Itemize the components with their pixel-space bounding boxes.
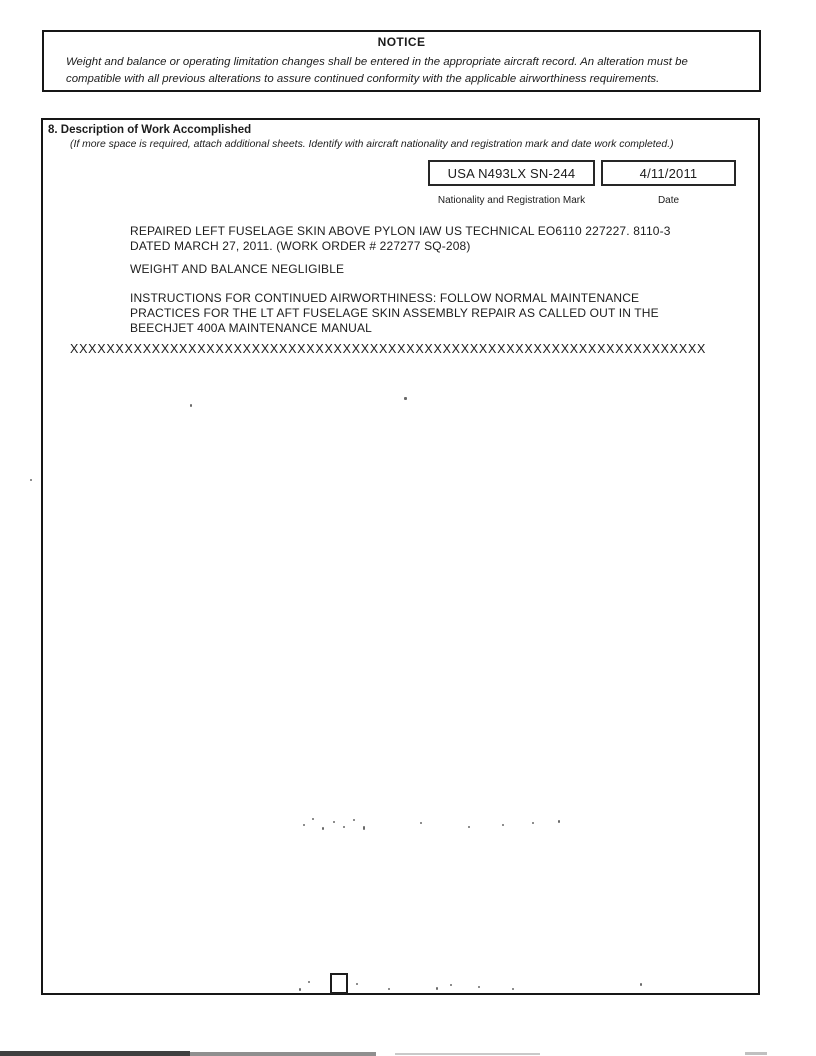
scan-speck: [532, 822, 534, 824]
notice-title: NOTICE: [377, 35, 426, 49]
work-line-icaw-3: BEECHJET 400A MAINTENANCE MANUAL: [130, 321, 372, 335]
work-description: [130, 224, 750, 336]
scan-speck: [558, 820, 560, 823]
scan-speck: [388, 988, 390, 990]
page-edge-scan-bar: [190, 1052, 376, 1056]
scan-speck: [308, 981, 310, 983]
page-edge-scan-bar: [395, 1053, 540, 1055]
scan-speck: [299, 988, 301, 991]
section-instructions: (If more space is required, attach additional sheets. Identify with aircraft nationality and registration mark and date work completed.): [70, 139, 674, 150]
date-value: 4/11/2011: [639, 165, 698, 181]
scan-speck: [353, 819, 355, 821]
work-line-repair-1: REPAIRED LEFT FUSELAGE SKIN ABOVE PYLON IAW US TECHNICAL EO6110 227227. 8110-3: [130, 224, 671, 238]
scan-speck: [420, 822, 422, 824]
scan-speck: [436, 987, 438, 990]
scan-speck: [312, 818, 314, 820]
scan-speck: [343, 826, 345, 828]
scan-speck: [322, 827, 324, 830]
scan-speck: [190, 404, 192, 407]
registration-mark-field: [428, 160, 595, 186]
scan-speck: [468, 826, 470, 828]
scan-speck: [363, 826, 365, 830]
scan-speck: [404, 397, 407, 400]
scan-speck: [333, 821, 335, 823]
notice-body-text: Weight and balance or operating limitation changes shall be entered in the appropriate aircraft record. An alteration must be compatible with all previous alterations to assure continued conformity with the applicable airworthiness requirements.: [66, 56, 688, 86]
scan-speck: [303, 824, 305, 826]
scan-speck: [478, 986, 480, 988]
work-accomplished-section-box: [41, 118, 760, 995]
registration-mark-label: Nationality and Registration Mark: [437, 195, 586, 206]
page-edge-scan-bar: [0, 1051, 190, 1056]
scan-speck: [502, 824, 504, 826]
scan-artifact-square: [330, 973, 348, 994]
work-line-weight-balance: WEIGHT AND BALANCE NEGLIGIBLE: [130, 262, 345, 276]
section-heading: 8. Description of Work Accomplished: [48, 124, 252, 136]
work-line-icaw-1: INSTRUCTIONS FOR CONTINUED AIRWORTHINESS: FOLLOW NORMAL MAINTENANCE: [130, 291, 640, 305]
scan-speck: [450, 984, 452, 986]
scan-speck: [30, 479, 32, 481]
notice-box: [42, 30, 761, 92]
work-line-icaw-2: PRACTICES FOR THE LT AFT FUSELAGE SKIN ASSEMBLY REPAIR AS CALLED OUT IN THE: [130, 306, 659, 320]
scan-speck: [512, 988, 514, 990]
date-field-label: Date: [657, 195, 680, 206]
date-field: [601, 160, 736, 186]
scan-speck: [640, 983, 642, 986]
page-edge-scan-bar: [745, 1052, 767, 1055]
work-line-repair-2: DATED MARCH 27, 2011. (WORK ORDER # 227277 SQ-208): [130, 239, 471, 253]
registration-mark-value: USA N493LX SN-244: [447, 165, 576, 181]
end-of-entry-filler: XXXXXXXXXXXXXXXXXXXXXXXXXXXXXXXXXXXXXXXXXXXXXXXXXXXXXXXXXXXXXXXXXXXXXX: [70, 342, 707, 356]
scan-speck: [356, 983, 358, 985]
